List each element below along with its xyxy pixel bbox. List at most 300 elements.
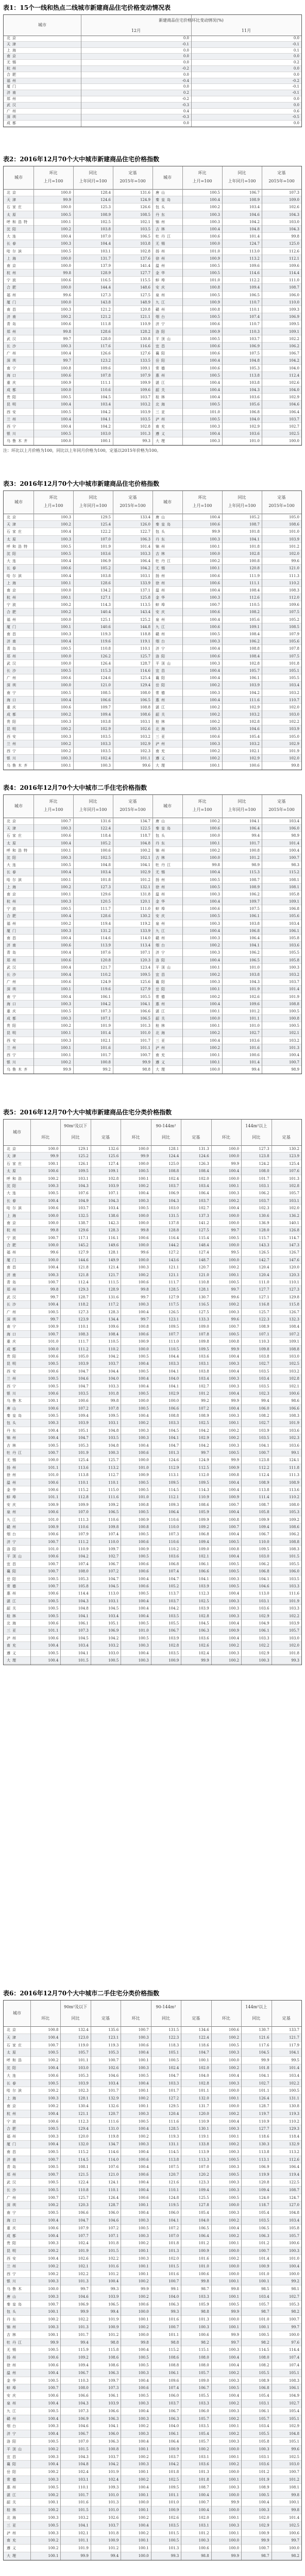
index-value: 100.0 [289, 2272, 299, 2276]
index-value: 101.6 [168, 2317, 179, 2322]
city-name: 兰州 [7, 741, 18, 746]
index-value: 122.3 [259, 1317, 269, 1321]
index-value: -0.2 [182, 66, 189, 71]
table-row [4, 2430, 301, 2438]
index-value: 103.4 [289, 2073, 299, 2078]
index-value: 100.0 [229, 1176, 240, 1181]
index-value: 113.6 [289, 1487, 299, 1492]
index-value: 100.4 [60, 972, 71, 977]
index-value: 99.6 [231, 1295, 240, 1299]
index-value: 102.2 [289, 720, 299, 724]
index-value: 128.5 [168, 2127, 179, 2131]
index-value: 100.8 [209, 285, 220, 290]
index-value: 120.4 [259, 1265, 269, 1270]
index-value: 103.3 [289, 1606, 299, 1611]
index-value: 100.5 [60, 212, 71, 217]
city-name: 宜昌 [156, 668, 167, 673]
city-name: 长沙 [7, 972, 18, 977]
index-value: 106.8 [289, 907, 299, 911]
index-value: 100.3 [48, 2294, 59, 2299]
index-value: 112.0 [198, 1473, 209, 1478]
table-row [4, 2331, 301, 2339]
index-value: 100.0 [229, 2546, 240, 2551]
city-name: 吉林 [156, 227, 167, 231]
index-value: 101.4 [259, 2256, 269, 2261]
index-value: 100.2 [140, 848, 150, 853]
index-value: 109.5 [289, 322, 299, 327]
table-row [4, 1227, 301, 1234]
index-value: 100.3 [138, 2111, 149, 2116]
index-value: 128.7 [78, 1295, 89, 1299]
city-name: 徐州 [156, 256, 167, 261]
city-name: 北京 [7, 819, 18, 823]
index-value: 135.6 [108, 2028, 119, 2032]
city-name: 太原 [7, 1169, 18, 1174]
index-value: 101.3 [168, 2249, 179, 2253]
index-value: 100.4 [209, 227, 220, 231]
index-value: 106.2 [289, 1532, 299, 1537]
index-value: 130.3 [259, 2142, 269, 2146]
index-value: 112.4 [259, 1473, 269, 1478]
index-value: 100.2 [229, 1265, 240, 1270]
index-value: 98.2 [291, 2310, 299, 2314]
city-name: 南充 [156, 1053, 167, 1057]
city-name: 沈阳 [7, 2065, 18, 2070]
index-value: 106.0 [289, 293, 299, 297]
index-value: 100.2 [138, 2325, 149, 2330]
index-value: 108.6 [108, 2363, 119, 2368]
index-value: 110.1 [78, 1325, 89, 1329]
city-name: 杭州 [7, 66, 18, 71]
table-row [4, 42, 301, 48]
table-row [4, 1346, 301, 1353]
index-value: 101.2 [289, 2478, 299, 2482]
index-value: 101.1 [168, 2332, 179, 2337]
index-value: 125.3 [100, 205, 111, 210]
city-name: 重庆 [7, 705, 18, 709]
table-row [4, 1419, 301, 1427]
index-value: 100.4 [138, 2378, 149, 2383]
index-value: 133.9 [140, 581, 150, 585]
index-value: 100.4 [229, 1591, 240, 1596]
index-value: 106.6 [100, 698, 111, 702]
index-value: 104.6 [78, 2294, 89, 2299]
index-value: 100.8 [229, 1340, 240, 1344]
city-name: 成都 [7, 2233, 18, 2238]
index-value: 105.8 [289, 2226, 299, 2230]
index-value: 100.2 [138, 2454, 149, 2459]
index-value: 100.2 [48, 2317, 59, 2322]
city-name: 吉林 [7, 2332, 18, 2337]
index-value: 100.3 [48, 2516, 59, 2520]
index-value: 100.2 [209, 713, 220, 717]
city-name: 蚌埠 [156, 907, 167, 911]
city-name: 泸州 [156, 1045, 167, 1050]
index-value: 101.6 [198, 2256, 209, 2261]
index-value: 124.8 [168, 2195, 179, 2200]
index-value: 101.6 [249, 1045, 260, 1050]
header-cell: 城市 [14, 804, 23, 808]
index-value: 106.4 [249, 826, 260, 831]
index-value: 108.5 [100, 690, 111, 695]
table-row [4, 90, 301, 96]
index-value: 142.7 [259, 1258, 269, 1262]
table-row [4, 1531, 301, 1538]
index-value: 119.3 [289, 2111, 299, 2116]
index-value: 105.3 [289, 1510, 299, 1515]
index-value: 100.0 [168, 1399, 179, 1403]
index-value: 100.9 [138, 1517, 149, 1522]
index-value: 102.1 [140, 855, 150, 860]
index-value: 100.9 [138, 1547, 149, 1552]
index-value: 100.3 [108, 1451, 119, 1455]
index-value: 131.5 [168, 1213, 179, 1218]
city-name: 长沙 [7, 2188, 18, 2192]
index-value: 103.3 [259, 1636, 269, 1640]
index-value: 109.7 [108, 1547, 119, 1552]
index-value: 104.7 [168, 1443, 179, 1448]
index-value: 108.8 [289, 1539, 299, 1544]
city-name: 南昌 [7, 1265, 18, 1270]
city-name: 秦皇岛 [7, 2302, 24, 2307]
index-value: 100.6 [209, 610, 220, 615]
city-name: 深圳 [7, 1317, 18, 1321]
index-value: 109.5 [198, 1480, 209, 1485]
index-value: 106.8 [198, 1532, 209, 1537]
city-name: 无锡 [7, 60, 18, 65]
index-value: 103.9 [198, 1606, 209, 1611]
index-value: 144.8 [140, 624, 150, 629]
index-value: 101.2 [108, 2546, 119, 2551]
index-value: 113.9 [100, 943, 111, 948]
header-subcell: 同比 [71, 1135, 80, 1140]
city-name: 广州 [7, 980, 18, 985]
index-value: 101.9 [108, 2317, 119, 2322]
index-value: 112.1 [168, 1495, 179, 1500]
index-value: 102.9 [259, 2523, 269, 2528]
index-value: 100.0 [138, 1161, 149, 1166]
table-row [4, 1309, 301, 1316]
index-value: 102.7 [289, 425, 299, 429]
index-value: 100.6 [48, 1480, 59, 1485]
index-value: 101.2 [259, 2241, 269, 2246]
index-value: 100.3 [229, 1414, 240, 1418]
city-name: 徐州 [7, 1473, 18, 1478]
city-name: 惠州 [7, 1591, 18, 1596]
index-value: 100.6 [100, 848, 111, 853]
index-value: 147.3 [289, 1243, 299, 1248]
index-value: 103.7 [168, 1183, 179, 1188]
index-value: 100.0 [60, 205, 71, 210]
index-value: 100.1 [60, 987, 71, 992]
index-value: 100.9 [48, 1524, 59, 1529]
index-value: 106.9 [108, 1629, 119, 1633]
index-value: 113.2 [249, 256, 260, 261]
index-value: 120.8 [259, 2180, 269, 2184]
index-value: 100.0 [229, 2089, 240, 2093]
index-value: 100.4 [209, 395, 220, 400]
index-value: 121.5 [78, 2173, 89, 2177]
index-value: 106.5 [108, 1510, 119, 1515]
index-value: 107.5 [289, 610, 299, 615]
index-value: 99.3 [291, 1658, 299, 1663]
city-name: 牡丹江 [156, 559, 173, 564]
index-value: 112.6 [289, 2157, 299, 2162]
city-name: 赣州 [156, 936, 167, 940]
index-value: 106.4 [198, 1191, 209, 1196]
index-value: 100.4 [229, 2119, 240, 2124]
index-value: 110.0 [289, 300, 299, 304]
index-value: 102.1 [249, 749, 260, 753]
index-value: 105.4 [249, 734, 260, 739]
index-value: 0.0 [293, 72, 299, 77]
index-value: 103.6 [259, 1606, 269, 1611]
index-value: 106.4 [198, 2233, 209, 2238]
index-value: 100.2 [138, 1421, 149, 1426]
city-name: 吉林 [7, 1443, 18, 1448]
index-value: 107.1 [100, 1016, 111, 1021]
index-value: 100.1 [60, 219, 71, 224]
index-value: 108.0 [140, 690, 150, 695]
city-name: 唐山 [156, 819, 167, 823]
index-value: 100.6 [60, 834, 71, 838]
table-row [4, 1449, 301, 1456]
index-value: 99.8 [291, 2493, 299, 2497]
city-name: 平顶山 [156, 661, 173, 666]
index-value: 103.9 [289, 1621, 299, 1625]
city-name: 武汉 [7, 103, 18, 107]
index-value: 111.1 [100, 380, 111, 385]
index-value: 100.5 [48, 2188, 59, 2192]
city-name: 天津 [7, 2035, 18, 2040]
index-value: 102.8 [108, 1176, 119, 1181]
index-value: 119.3 [100, 632, 111, 636]
index-value: -0.1 [292, 91, 299, 95]
table-row [4, 1442, 301, 1449]
index-value: 100.1 [138, 2203, 149, 2208]
index-value: 101.1 [198, 2089, 209, 2093]
index-value: 101.5 [108, 2249, 119, 2253]
index-value: 105.4 [198, 2432, 209, 2436]
index-value: 99.1 [291, 1451, 299, 1455]
table-row [4, 2438, 301, 2446]
index-value: 100.7 [48, 2302, 59, 2307]
city-name: 湛江 [7, 2493, 18, 2497]
index-value: 101.4 [140, 544, 150, 549]
header-subcell: 上月=100 [43, 179, 63, 183]
index-value: 110.2 [108, 1347, 119, 1351]
index-value: 116.6 [140, 344, 150, 348]
index-value: 127.0 [289, 2203, 299, 2208]
city-name: 济南 [7, 639, 18, 644]
index-value: 128.9 [100, 271, 111, 276]
index-value: 100.6 [138, 1562, 149, 1566]
index-value: 142.3 [108, 1221, 119, 1225]
index-value: 110.1 [108, 1480, 119, 1485]
city-name: 南充 [7, 1643, 18, 1648]
index-value: 119.4 [289, 2173, 299, 2177]
city-name: 济宁 [7, 1539, 18, 1544]
index-value: 100.4 [138, 2165, 149, 2170]
city-name: 沈阳 [7, 855, 18, 860]
index-value: 100.2 [229, 1658, 240, 1663]
index-value: 99.8 [291, 2508, 299, 2513]
index-value: 126.7 [289, 1250, 299, 1255]
city-name: 石家庄 [7, 1161, 24, 1166]
index-value: 100.4 [229, 1391, 240, 1396]
index-value: 106.6 [168, 1406, 179, 1411]
index-value: 106.8 [259, 1569, 269, 1574]
index-value: 100.3 [229, 2211, 240, 2215]
index-value: 104.0 [198, 2073, 209, 2078]
city-name: 上海 [7, 1213, 18, 1218]
city-name: 蚌埠 [156, 278, 167, 283]
city-name: 唐山 [7, 2294, 18, 2299]
index-value: 126.5 [168, 1310, 179, 1314]
index-value: 113.1 [168, 1473, 179, 1478]
index-value: 100.3 [48, 1421, 59, 1426]
index-value: 129.4 [78, 2127, 89, 2131]
index-value: 106.6 [140, 1009, 150, 1013]
city-name: 呼和浩 [7, 2058, 24, 2063]
index-value: 106.1 [108, 2394, 119, 2398]
table-row [4, 1294, 301, 1301]
index-value: 126.1 [78, 1161, 89, 1166]
index-value: 104.2 [108, 1636, 119, 1640]
index-value: 106.3 [140, 537, 150, 541]
index-value: 0.0 [183, 54, 189, 59]
index-value: 100.5 [48, 2348, 59, 2352]
index-value: 100.2 [209, 819, 220, 823]
table-row [4, 1242, 301, 1249]
index-value: 100.0 [229, 2264, 240, 2268]
header-subcell: 上月=100 [43, 503, 63, 508]
index-value: 102.0 [198, 1176, 209, 1181]
index-value: 100.4 [229, 2363, 240, 2368]
index-value: 105.4 [289, 2409, 299, 2413]
index-value: 125.4 [289, 1161, 299, 1166]
city-name: 襄阳 [7, 2462, 18, 2467]
index-value: 100.4 [60, 559, 71, 564]
header-cell: 城市 [13, 1130, 21, 1134]
city-name: 宁波 [7, 2119, 18, 2124]
index-value: 148.7 [198, 1258, 209, 1262]
index-value: 98.1 [291, 2287, 299, 2292]
index-value: 114.6 [108, 2149, 119, 2154]
index-value: 100.3 [289, 2249, 299, 2253]
index-value: 100.3 [209, 892, 220, 896]
index-value: 110.7 [249, 322, 260, 327]
index-value: 107.2 [78, 1406, 89, 1411]
index-value: 100.4 [209, 958, 220, 962]
index-value: 103.1 [100, 249, 111, 253]
index-value: 106.7 [259, 1532, 269, 1537]
table-row [4, 2163, 301, 2171]
city-name: 赣州 [156, 632, 167, 636]
index-value: 104.2 [140, 566, 150, 571]
index-value: 100.5 [229, 1539, 240, 1544]
index-value: 100.4 [229, 1354, 240, 1359]
index-value: 100.6 [138, 1584, 149, 1589]
index-value: 100.3 [259, 1658, 269, 1663]
index-value: 100.3 [229, 2165, 240, 2170]
index-value: 102.6 [78, 2256, 89, 2261]
index-value: 105.7 [78, 2050, 89, 2055]
index-value: 100.7 [289, 2317, 299, 2322]
header-group: 90m²及以下 [64, 1124, 88, 1128]
index-value: 121.2 [100, 315, 111, 319]
city-name: 北海 [7, 2516, 18, 2520]
index-value: 103.9 [108, 2401, 119, 2406]
index-value: 103.6 [289, 943, 299, 948]
city-name: 深圳 [7, 2203, 18, 2208]
index-value: 101.9 [108, 2470, 119, 2475]
index-value: 102.5 [198, 1421, 209, 1426]
index-value: 100.4 [229, 1406, 240, 1411]
index-value: 103.8 [249, 972, 260, 977]
city-name: 大连 [7, 234, 18, 239]
city-name: 长春 [7, 1198, 18, 1203]
index-value: 106.4 [140, 559, 150, 564]
index-value: 99.8 [212, 863, 220, 868]
index-value: 100.4 [48, 1436, 59, 1440]
index-value: 101.7 [249, 841, 260, 845]
index-value: 104.6 [249, 727, 260, 732]
index-value: 101.0 [108, 2493, 119, 2497]
index-value: 100.1 [60, 1045, 71, 1050]
index-value: 141.4 [140, 263, 150, 268]
index-value: 99.8 [141, 1228, 149, 1233]
index-value: 106.9 [289, 315, 299, 319]
index-value: 109.5 [168, 1325, 179, 1329]
city-name: 大理 [156, 1067, 167, 1072]
city-name: 西安 [7, 734, 18, 739]
index-value: 100.4 [60, 573, 71, 578]
index-value: 119.3 [108, 2043, 119, 2047]
index-value: 100.4 [138, 1443, 149, 1448]
index-value: 110.8 [100, 647, 111, 651]
index-value: 104.3 [249, 388, 260, 393]
index-value: 100.6 [48, 1487, 59, 1492]
index-value: 100.0 [229, 1221, 240, 1225]
index-value: 100.2 [48, 2508, 59, 2513]
city-name: 南宁 [7, 690, 18, 695]
index-value: 100.5 [138, 1169, 149, 1174]
table-header [4, 15, 301, 36]
index-value: 102.5 [100, 219, 111, 224]
city-name: 武汉 [7, 965, 18, 970]
index-value: 103.0 [289, 713, 299, 717]
index-value: 103.5 [100, 734, 111, 739]
index-value: 100.0 [48, 1458, 59, 1463]
index-value: 104.2 [289, 359, 299, 363]
index-value: 110.9 [78, 1547, 89, 1552]
header-subcell: 同比 [71, 2016, 80, 2021]
index-value: 101.9 [78, 2249, 89, 2253]
table-row [4, 36, 301, 42]
index-value: 100.3 [209, 219, 220, 224]
city-name: 湛江 [7, 1599, 18, 1603]
index-value: 109.1 [108, 1169, 119, 1174]
index-value: 107.6 [289, 1169, 299, 1174]
table-row [4, 2072, 301, 2080]
index-value: 100.3 [209, 661, 220, 666]
table-row [4, 2103, 301, 2110]
index-value: 111.6 [108, 1495, 119, 1500]
index-value: 101.1 [48, 1629, 59, 1633]
table-row [4, 1390, 301, 1397]
table-row [4, 1257, 301, 1264]
